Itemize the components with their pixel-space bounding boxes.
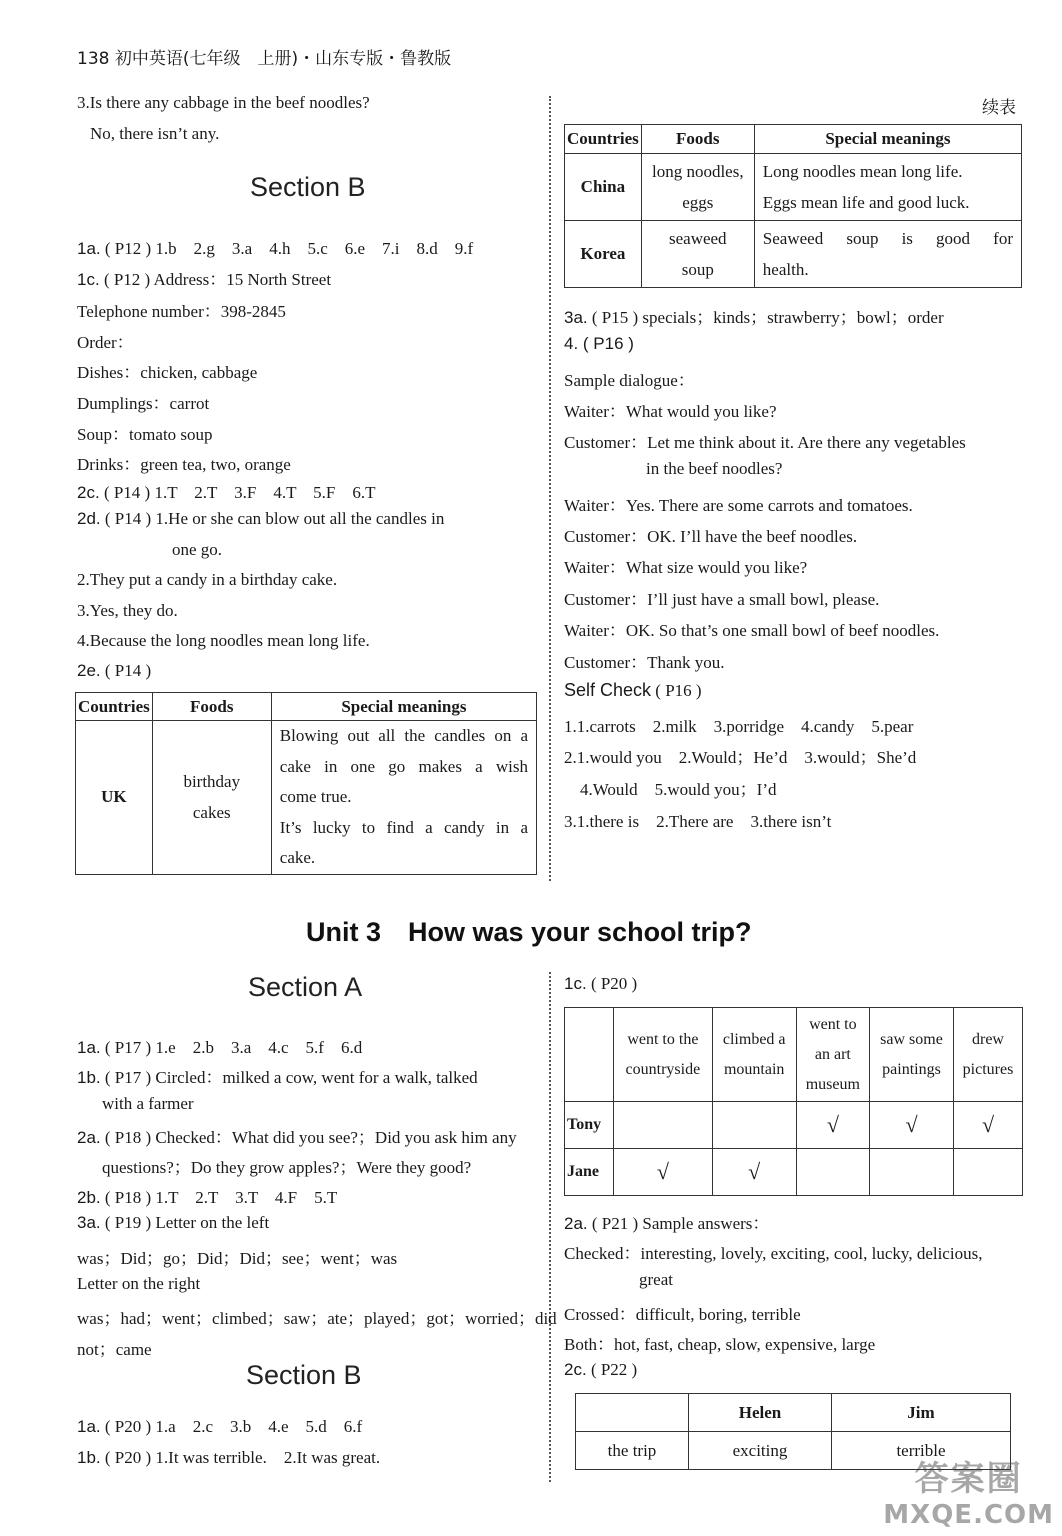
question-label: 2d. — [77, 509, 101, 528]
dialogue-line: Customer：Thank you. — [564, 653, 725, 672]
row-name: Tony — [565, 1102, 614, 1149]
answer-line: Drinks：green tea, two, orange — [77, 455, 291, 474]
cell-line: went to — [809, 1015, 857, 1033]
cell-line: cake in one go makes a wish — [279, 756, 528, 776]
answer-text: ( P12 ) 1.b 2.g 3.a 4.h 5.c 6.e 7.i 8.d 9.f — [104, 239, 474, 258]
cell-line: Blowing out all the candles on a — [279, 726, 528, 745]
answer-line — [564, 974, 637, 994]
table-cell: China — [565, 154, 642, 221]
answer-line: Letter on the right — [77, 1274, 201, 1293]
table-header: Countries — [565, 125, 642, 154]
answer-text: ( P22 ) — [590, 1360, 638, 1379]
question-label: 1c. — [77, 270, 100, 289]
dialogue-line: Customer：I’ll just have a small bowl, please. — [564, 590, 880, 609]
answer-line — [77, 661, 151, 681]
table-header-cell — [870, 1008, 954, 1102]
answer-line: not；came — [77, 1340, 152, 1359]
answer-line: questions?；Do they grow apples?；Were they good? — [102, 1158, 472, 1177]
question-label: 3a. — [77, 1213, 101, 1232]
answer-text: ( P16 ) — [655, 681, 702, 700]
table-cell — [641, 221, 754, 288]
answer-text: ( P15 ) specials；kinds；strawberry；bowl；order — [591, 308, 944, 327]
answer-line — [77, 1213, 269, 1233]
answer-line — [564, 1209, 769, 1234]
answer-line: Telephone number：398-2845 — [77, 302, 286, 321]
answer-line — [77, 1183, 337, 1208]
cell-line: climbed a — [722, 1030, 786, 1048]
watermark-logo — [883, 1451, 1054, 1530]
answer-line — [77, 509, 444, 529]
question-label: 2a. — [564, 1214, 588, 1233]
answer-text: ( P14 ) — [104, 661, 152, 680]
answer-text: ( P19 ) Letter on the left — [104, 1213, 270, 1232]
cell-line: long noodles, — [651, 162, 744, 181]
answer-line: one go. — [172, 540, 223, 559]
watermark-top: 答案圈 — [914, 1459, 1023, 1499]
answer-line: 3.Is there any cabbage in the beef noodles? — [77, 93, 370, 112]
check-cell — [870, 1149, 954, 1196]
check-cell — [614, 1102, 713, 1149]
section-heading: Section A — [248, 972, 363, 1002]
cell-line: mountain — [723, 1060, 785, 1078]
table-1c — [564, 1007, 1023, 1196]
dialogue-line: Waiter：OK. So that’s one small bowl of beef noodles. — [564, 621, 940, 640]
cell-line: saw some — [880, 1030, 943, 1048]
table-cell — [754, 154, 1021, 221]
check-cell: √ — [614, 1149, 713, 1196]
answer-line — [77, 1443, 380, 1468]
cell-line: It’s lucky to find a candy in a — [279, 817, 528, 837]
answer-line — [77, 1063, 478, 1088]
answer-line: with a farmer — [102, 1094, 194, 1113]
cell-line: Eggs mean life and good luck. — [762, 193, 970, 212]
answer-line — [564, 303, 944, 328]
answer-line: Order： — [77, 333, 134, 352]
dialogue-line: Waiter：What would you like? — [564, 402, 777, 421]
answer-text: ( P20 ) — [590, 974, 638, 993]
cell-line: Long noodles mean long life. — [762, 162, 963, 181]
check-cell: √ — [712, 1149, 796, 1196]
answer-line: No, there isn’t any. — [90, 124, 220, 143]
answer-line: 4.Would 5.would you；I’d — [580, 780, 777, 799]
question-label: 1b. — [77, 1448, 101, 1467]
answer-line — [77, 234, 473, 259]
question-label: 2c. — [77, 483, 100, 502]
answer-line: Both：hot, fast, cheap, slow, expensive, large — [564, 1335, 876, 1354]
answer-line: Dishes：chicken, cabbage — [77, 363, 258, 382]
cell-line: an art — [814, 1045, 851, 1063]
section-heading: Section B — [250, 172, 366, 202]
question-label: 1a. — [77, 1417, 101, 1436]
page-header: 138 初中英语(七年级 上册)・山东专版・鲁教版 — [77, 49, 452, 69]
question-label: 2c. — [564, 1360, 587, 1379]
answer-text: ( P20 ) 1.a 2.c 3.b 4.e 5.d 6.f — [104, 1417, 363, 1436]
table-cell: the trip — [576, 1432, 689, 1470]
column-divider-lower — [549, 972, 551, 1482]
answer-text: ( P17 ) Circled：milked a cow, went for a walk, talked — [104, 1068, 478, 1087]
check-cell: √ — [870, 1102, 954, 1149]
dialogue-line: Customer：OK. I’ll have the beef noodles. — [564, 527, 858, 546]
table-header: Special meanings — [754, 125, 1021, 154]
self-check-heading: Self Check — [564, 680, 652, 700]
cell-line: countryside — [625, 1060, 701, 1078]
question-label: 1a. — [77, 239, 101, 258]
answer-line: 2.They put a candy in a birthday cake. — [77, 570, 338, 589]
answer-line: Dumplings：carrot — [77, 394, 210, 413]
answer-line — [77, 1412, 362, 1437]
row-name: Jane — [565, 1149, 614, 1196]
answer-line — [564, 1360, 637, 1380]
cell-line: seaweed — [668, 229, 727, 248]
table-cell — [565, 1008, 614, 1102]
answer-line — [77, 1123, 517, 1148]
dialogue-line: Waiter：What size would you like? — [564, 558, 808, 577]
question-label: 1a. — [77, 1038, 101, 1057]
answer-text: ( P14 ) 1.T 2.T 3.F 4.T 5.F 6.T — [103, 483, 376, 502]
unit-title: Unit 3 How was your school trip? — [306, 917, 752, 947]
table-cell — [641, 154, 754, 221]
answer-text: ( P17 ) 1.e 2.b 3.a 4.c 5.f 6.d — [104, 1038, 363, 1057]
check-cell: √ — [953, 1102, 1022, 1149]
answer-line — [77, 1033, 362, 1058]
table-header-cell — [614, 1008, 713, 1102]
check-cell: √ — [796, 1102, 869, 1149]
check-cell — [953, 1149, 1022, 1196]
answer-text: ( P20 ) 1.It was terrible. 2.It was great. — [104, 1448, 381, 1467]
answer-line: 4. ( P16 ) — [564, 334, 634, 353]
table-cell: terrible — [832, 1432, 1011, 1470]
table-header: Jim — [832, 1394, 1011, 1432]
question-label: 1b. — [77, 1068, 101, 1087]
answer-line: Sample dialogue： — [564, 371, 695, 390]
answer-text: ( P18 ) 1.T 2.T 3.T 4.F 5.T — [104, 1188, 338, 1207]
cell-line: cake. — [279, 848, 316, 867]
continued-label: 续表 — [982, 98, 1016, 118]
question-label: 2e. — [77, 661, 101, 680]
answer-line: 1.1.carrots 2.milk 3.porridge 4.candy 5.pear — [564, 717, 914, 736]
answer-line: was；Did；go；Did；Did；see；went；was — [77, 1249, 398, 1268]
table-cell — [271, 721, 536, 875]
table-header: Foods — [641, 125, 754, 154]
section-heading: Section B — [246, 1360, 362, 1390]
check-cell — [796, 1149, 869, 1196]
answer-line: 3.Yes, they do. — [77, 601, 178, 620]
check-cell — [712, 1102, 796, 1149]
answer-line: great — [639, 1270, 673, 1289]
answer-text: ( P18 ) Checked：What did you see?；Did you ask him any — [104, 1128, 517, 1147]
answer-line: 2.1.would you 2.Would；He’d 3.would；She’d — [564, 748, 917, 767]
cell-line: health. — [762, 260, 809, 279]
cell-line: drew — [971, 1030, 1004, 1048]
dialogue-line: in the beef noodles? — [646, 459, 783, 478]
answer-text: ( P14 ) 1.He or she can blow out all the candles in — [104, 509, 445, 528]
question-label: 3a. — [564, 308, 588, 327]
question-label: 2b. — [77, 1188, 101, 1207]
table-cell: UK — [76, 721, 153, 875]
dialogue-line: Customer：Let me think about it. Are there any vegetables — [564, 433, 966, 452]
table-continued — [564, 124, 1022, 288]
answer-line: Checked：interesting, lovely, exciting, cool, lucky, delicious, — [564, 1244, 983, 1263]
cell-line: went to the — [627, 1030, 699, 1048]
watermark-bottom: MXQE.COM — [883, 1500, 1054, 1530]
table-2e — [75, 692, 537, 875]
answer-line — [564, 680, 702, 701]
table-cell: exciting — [689, 1432, 832, 1470]
table-header-cell — [712, 1008, 796, 1102]
answer-line: was；had；went；climbed；saw；ate；played；got；worried；did — [77, 1309, 557, 1328]
table-header: Foods — [152, 693, 271, 721]
cell-line: paintings — [882, 1060, 941, 1078]
table-cell: Korea — [565, 221, 642, 288]
column-divider-upper — [549, 96, 551, 881]
cell-line: come true. — [279, 787, 352, 806]
cell-line: museum — [805, 1075, 860, 1093]
answer-line — [77, 265, 331, 290]
answer-line: 4.Because the long noodles mean long life. — [77, 631, 370, 650]
answer-line: 3.1.there is 2.There are 3.there isn’t — [564, 812, 832, 831]
answer-line: Crossed：difficult, boring, terrible — [564, 1305, 801, 1324]
table-header-cell — [953, 1008, 1022, 1102]
cell-line: soup — [681, 260, 714, 279]
answer-line — [77, 478, 376, 503]
table-header: Countries — [76, 693, 153, 721]
cell-line: birthday — [183, 772, 241, 792]
dialogue-line: Waiter：Yes. There are some carrots and tomatoes. — [564, 496, 913, 515]
cell-line: Seaweed soup is good for — [762, 229, 1013, 248]
table-header: Special meanings — [271, 693, 536, 721]
cell-line: eggs — [682, 193, 714, 212]
table-header: Helen — [689, 1394, 832, 1432]
question-label: 2a. — [77, 1128, 101, 1147]
cell-line: pictures — [962, 1060, 1014, 1078]
answer-text: ( P12 ) Address：15 North Street — [103, 270, 332, 289]
cell-line: cakes — [192, 803, 231, 823]
answer-text: ( P21 ) Sample answers： — [591, 1214, 770, 1233]
table-header — [576, 1394, 689, 1432]
table-cell — [754, 221, 1021, 288]
table-header-cell — [796, 1008, 869, 1102]
answer-line: Soup：tomato soup — [77, 425, 213, 444]
table-cell — [152, 721, 271, 875]
question-label: 1c. — [564, 974, 587, 993]
